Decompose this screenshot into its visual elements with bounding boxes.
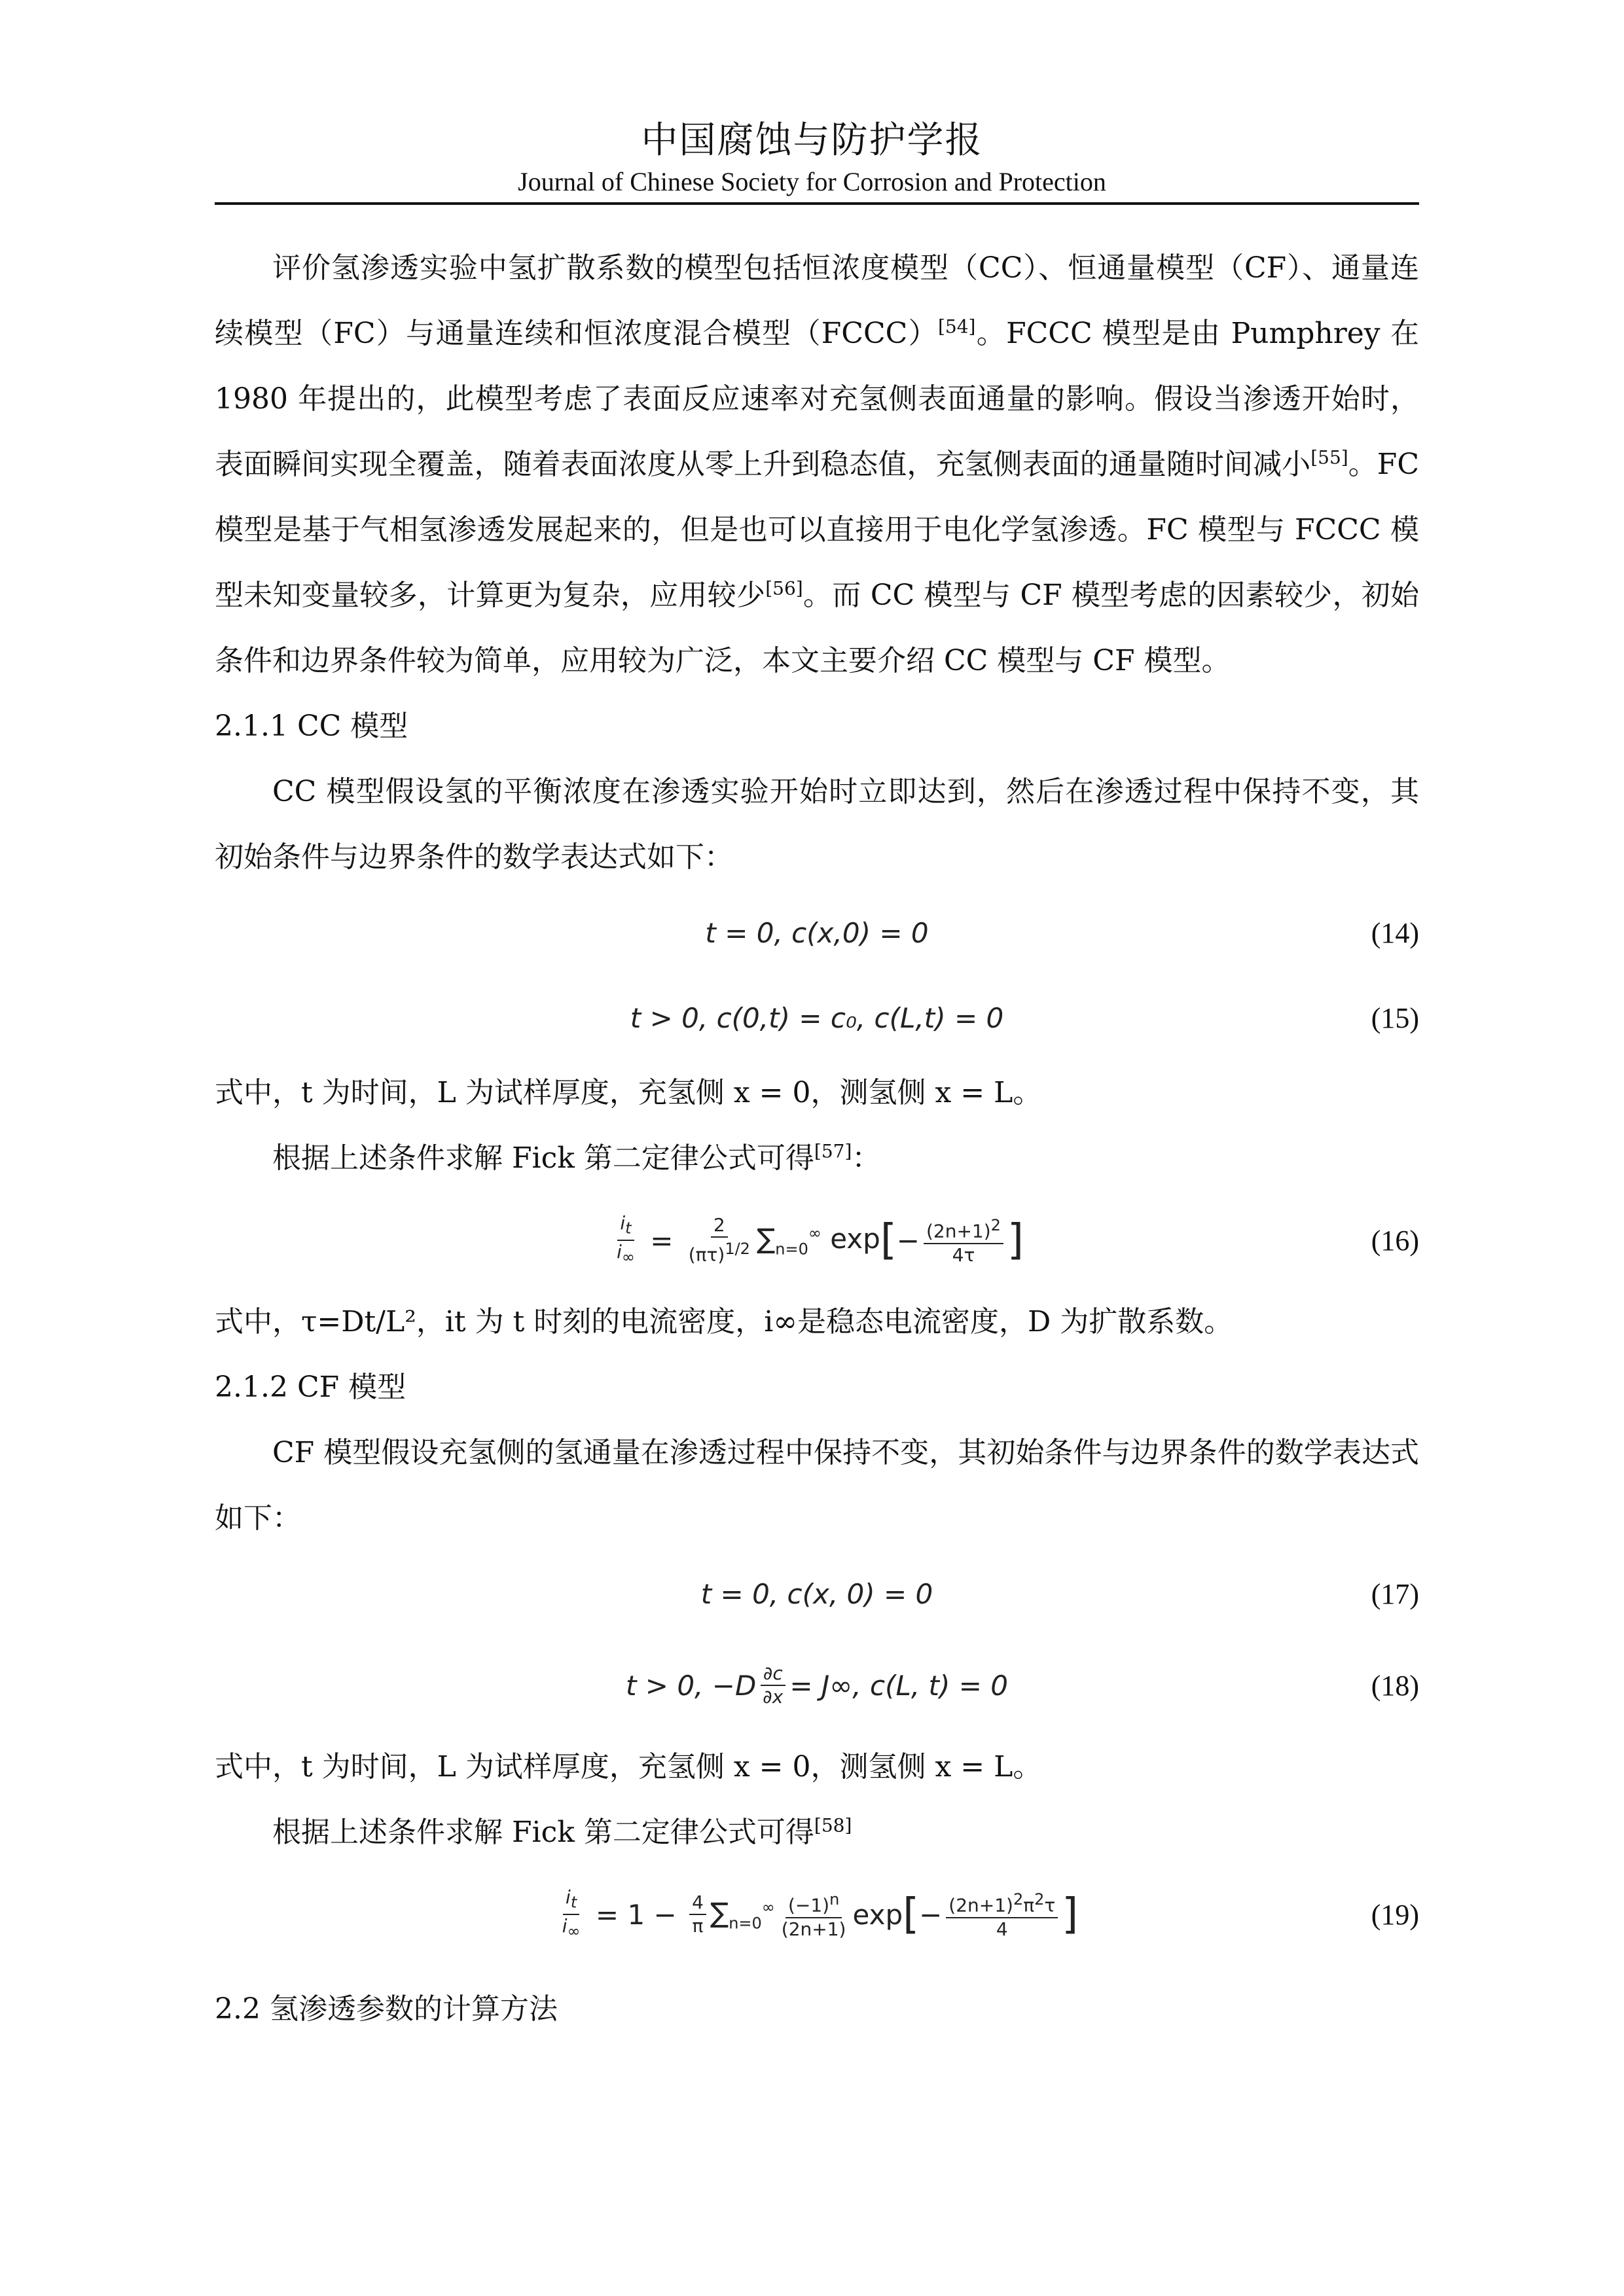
equation-17 <box>215 1551 1419 1636</box>
equation-16-expression: $\frac{it}{i\infty}$ = $\frac{2}{(\pi\tau)1/2}$ $\sum_{n=0}^\infty$ exp [ − $\frac{(2n+1)2}{4\tau}$ ] <box>617 1212 1024 1266</box>
equation-16 <box>215 1191 1419 1289</box>
citation: [56] <box>765 577 803 600</box>
paragraph-fick-solution-cf: 根据上述条件求解 Fick 第二定律公式可得[58] <box>272 1814 852 1849</box>
journal-title-chinese: 中国腐蚀与防护学报 <box>641 119 983 162</box>
header-divider <box>215 202 1419 205</box>
journal-title-english: Journal of Chinese Society for Corrosion and Protection <box>518 167 1106 196</box>
equation-17-expression: t = 0, c(x, 0) = 0 <box>700 1577 933 1610</box>
paragraph-cc-assumption: CC 模型假设氢的平衡浓度在渗透实验开始时立即达到，然后在渗透过程中保持不变，其初始条件与边界条件的数学表达式如下： <box>215 775 1419 874</box>
page-body <box>215 236 1419 2042</box>
equation-15 <box>215 975 1419 1060</box>
equation-number: (16) <box>1371 1224 1419 1257</box>
equation-14 <box>215 890 1419 975</box>
equation-14-expression: t = 0, c(x,0) = 0 <box>705 916 929 949</box>
section-heading-cc-model: 2.1.1 CC 模型 <box>215 709 408 743</box>
paragraph-cf-assumption: CF 模型假设充氢侧的氢通量在渗透过程中保持不变，其初始条件与边界条件的数学表达式如下： <box>215 1436 1419 1535</box>
equation-number: (17) <box>1371 1577 1419 1610</box>
paragraph-variable-definitions: 式中，t 为时间，L 为试样厚度，充氢侧 x = 0，测氢侧 x = L。 <box>215 1076 1042 1109</box>
equation-18-expression: t > 0, −D $\frac{\partial c}{\partial x}$ = J∞, c(L, t) = 0 <box>625 1662 1009 1708</box>
citation: [54] <box>937 315 976 338</box>
equation-number: (19) <box>1371 1898 1419 1931</box>
citation: [57] <box>814 1140 852 1162</box>
paragraph-fick-solution: 根据上述条件求解 Fick 第二定律公式可得[57]： <box>272 1140 881 1175</box>
citation: [55] <box>1310 446 1348 469</box>
section-heading-calculation-methods: 2.2 氢渗透参数的计算方法 <box>215 1992 558 2026</box>
equation-number: (14) <box>1371 916 1419 949</box>
paragraph-models-overview: 评价氢渗透实验中氢扩散系数的模型包括恒浓度模型（CC）、恒通量模型（CF）、通量连续模型（FC）与通量连续和恒浓度混合模型（FCCC）[54]。FCCC 模型是由 Pumphrey 在 1980 年提出的，此模型考虑了表面反应速率对充氢侧表面通量的影响。假设当渗透开始时，表面瞬间实现全覆盖，随着表面浓度从零上升到稳态值，充氢侧表面的通量随时间减小[55]。FC 模型是基于气相氢渗透发展起来的，但是也可以直接用于电化学氢渗透。FC 模型与 FCCC 模型未知变量较多，计算更为复杂，应用较少[56]。而 CC 模型与 CF 模型考虑的因素较少，初始条件和边界条件较为简单，应用较为广泛，本文主要介绍 CC 模型与 CF 模型。 <box>215 251 1419 677</box>
equation-19-expression: $\frac{it}{i\infty}$ = 1 − $\frac{4}{\pi}$ $\sum_{n=0}^\infty$ $\frac{(-1)n}{(2n+1)}$ exp [ − $\frac{(2n+1)2\pi 2\tau}{4}$ ] <box>562 1886 1079 1941</box>
section-heading-cf-model: 2.1.2 CF 模型 <box>215 1371 406 1404</box>
equation-18 <box>215 1636 1419 1734</box>
equation-number: (15) <box>1371 1001 1419 1034</box>
citation: [58] <box>814 1814 852 1837</box>
paragraph-tau-definition: 式中，τ=Dt/L²，it 为 t 时刻的电流密度，i∞是稳态电流密度，D 为扩散系数。 <box>215 1305 1233 1338</box>
equation-15-expression: t > 0, c(0,t) = c₀, c(L,t) = 0 <box>630 1001 1004 1034</box>
equation-number: (18) <box>1371 1669 1419 1702</box>
equation-19 <box>215 1865 1419 1964</box>
paragraph-variable-definitions-cf: 式中，t 为时间，L 为试样厚度，充氢侧 x = 0，测氢侧 x = L。 <box>215 1750 1042 1784</box>
